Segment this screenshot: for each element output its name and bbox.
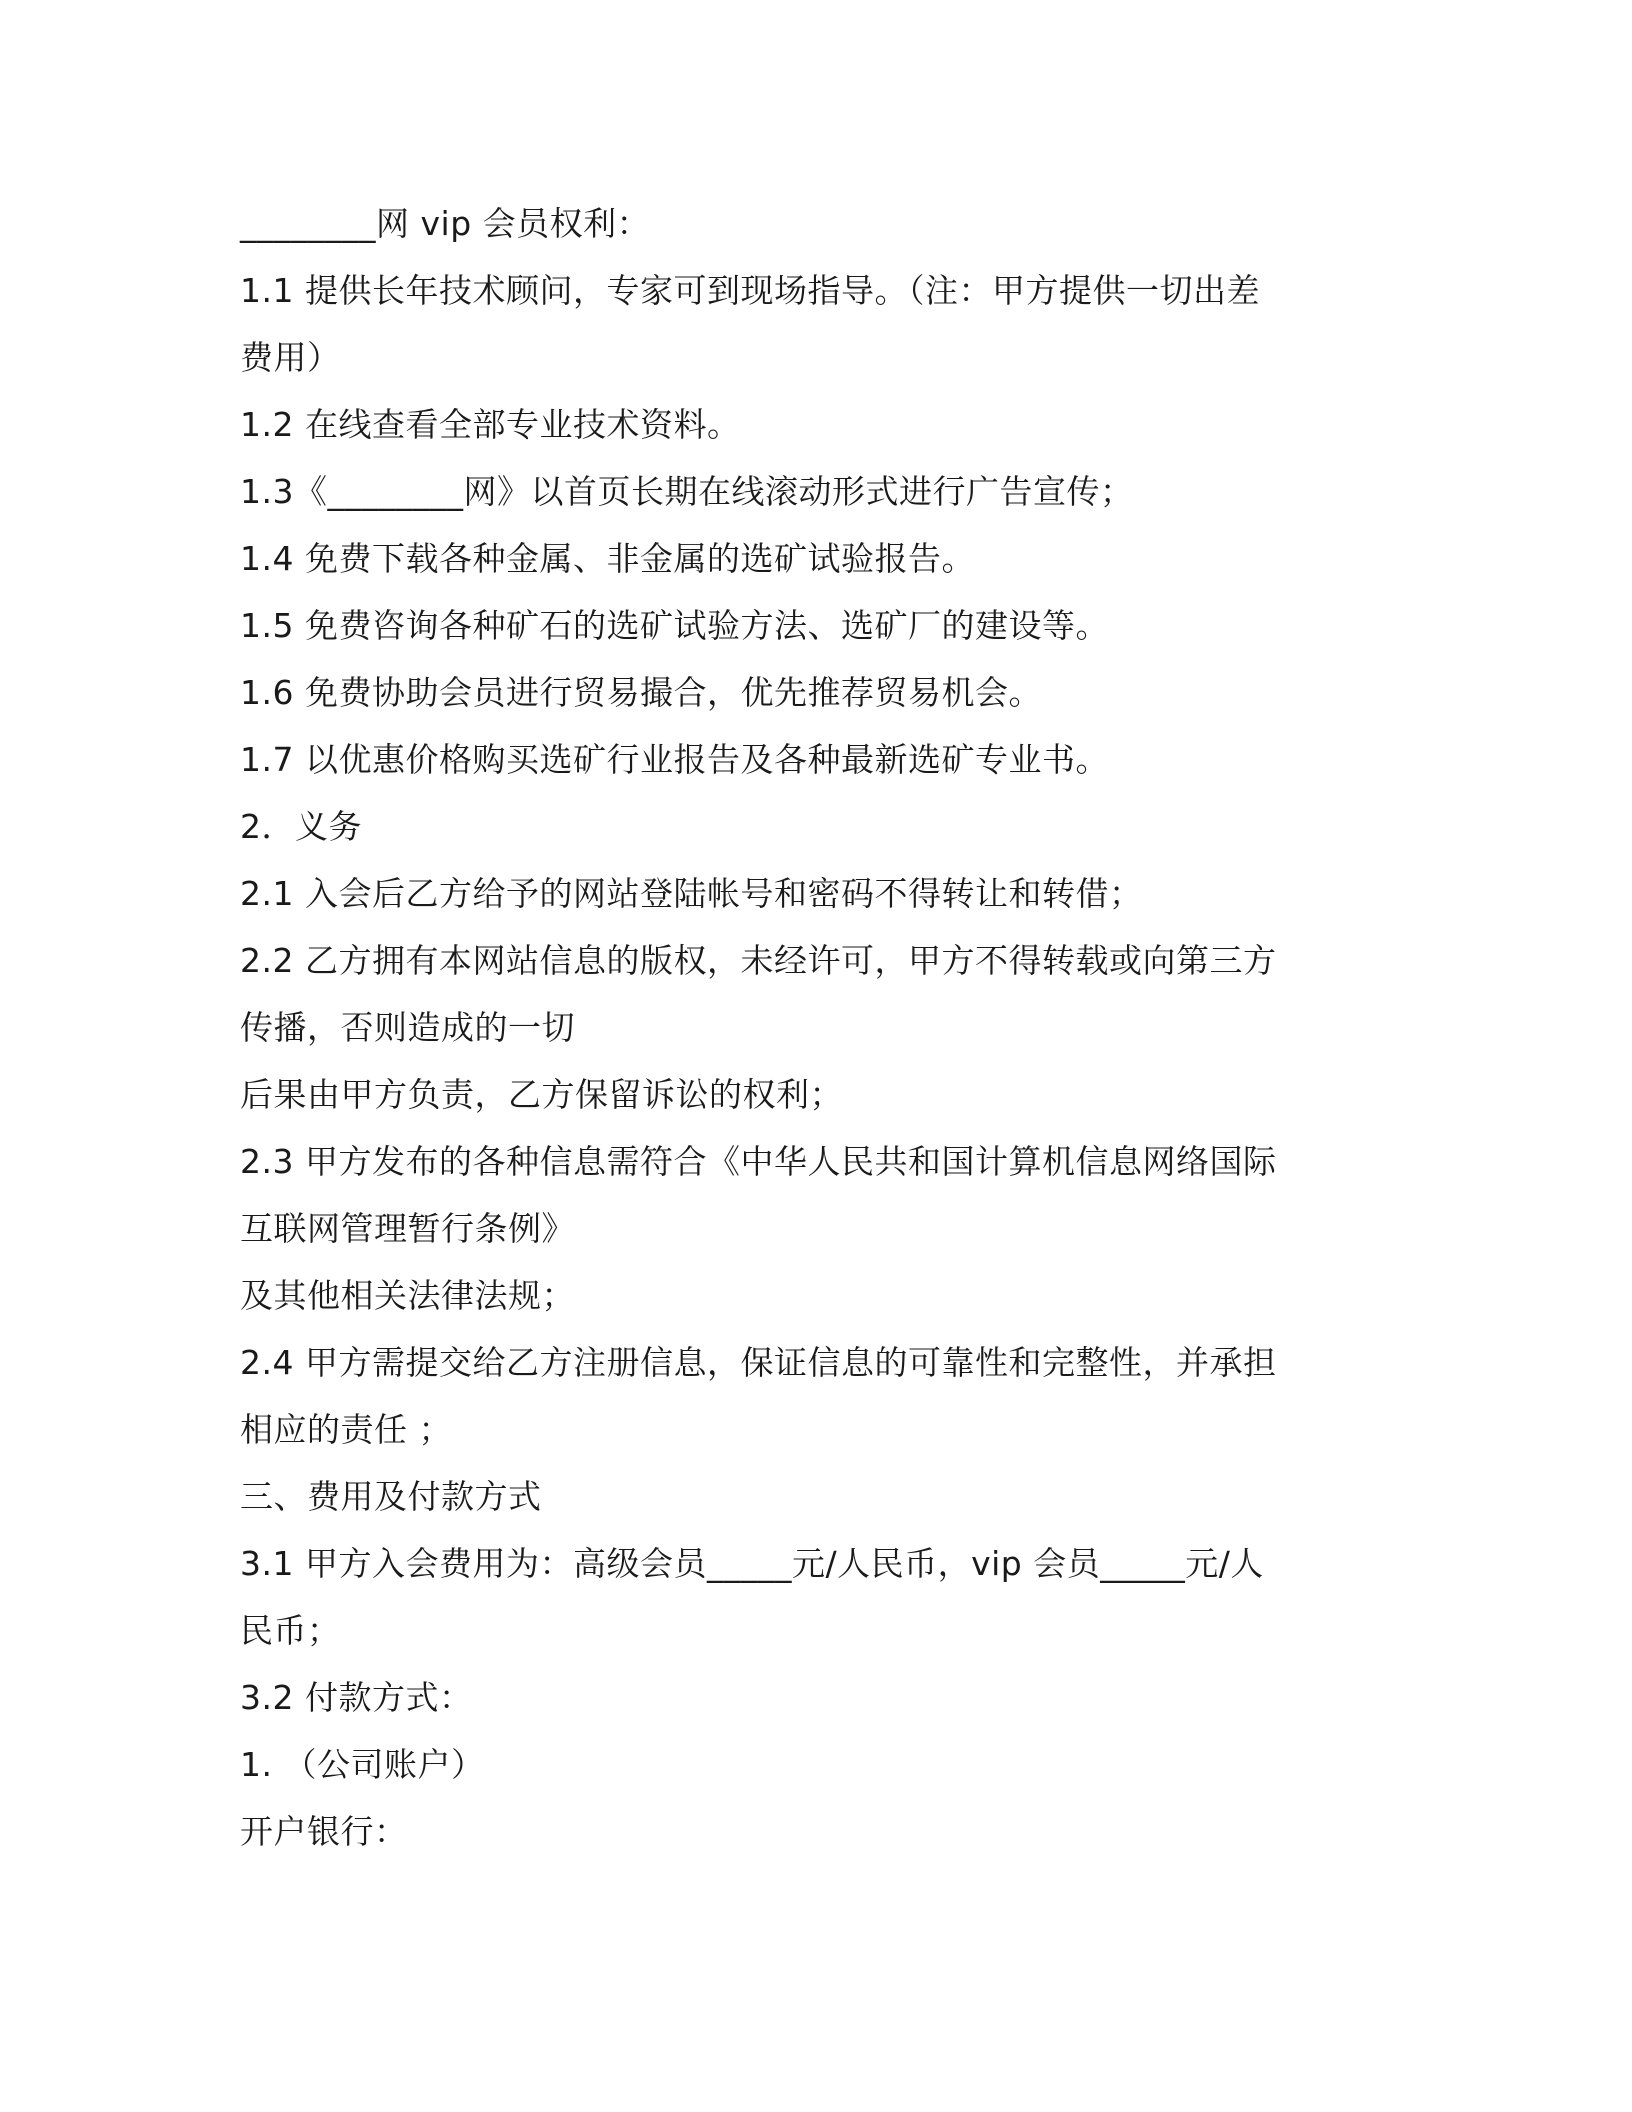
clause-1-2: 1.2 在线查看全部专业技术资料。 xyxy=(240,405,741,444)
clause-2-2: 2.2 乙方拥有本网站信息的版权，未经许可，甲方不得转载或向第三方 xyxy=(240,941,1277,980)
bank-label: 开户银行： xyxy=(240,1812,408,1851)
clause-1-5: 1.5 免费咨询各种矿石的选矿试验方法、选矿厂的建设等。 xyxy=(240,606,1109,645)
section-2-heading: 2．义务 xyxy=(240,807,362,846)
clause-2-2-continued: 传播，否则造成的一切 xyxy=(240,1008,575,1047)
clause-2-2-continued-2: 后果由甲方负责，乙方保留诉讼的权利； xyxy=(240,1075,843,1114)
clause-3-1-continued: 民币； xyxy=(240,1611,341,1650)
clause-3-2: 3.2 付款方式： xyxy=(240,1678,473,1717)
heading-vip-rights: ________网 vip 会员权利： xyxy=(240,204,651,243)
clause-2-4: 2.4 甲方需提交给乙方注册信息，保证信息的可靠性和完整性，并承担 xyxy=(240,1343,1277,1382)
section-3-heading: 三、费用及付款方式 xyxy=(240,1477,542,1516)
clause-2-3: 2.3 甲方发布的各种信息需符合《中华人民共和国计算机信息网络国际 xyxy=(240,1142,1277,1181)
clause-1-4: 1.4 免费下载各种金属、非金属的选矿试验报告。 xyxy=(240,539,975,578)
clause-1-3: 1.3《________网》以首页长期在线滚动形式进行广告宣传； xyxy=(240,472,1134,511)
document-body xyxy=(240,190,1390,1865)
clause-2-4-continued: 相应的责任 ； xyxy=(240,1410,452,1449)
clause-3-1: 3.1 甲方入会费用为：高级会员_____元/人民币，vip 会员_____元/人 xyxy=(240,1544,1264,1583)
clause-2-1: 2.1 入会后乙方给予的网站登陆帐号和密码不得转让和转借； xyxy=(240,874,1143,913)
clause-1-7: 1.7 以优惠价格购买选矿行业报告及各种最新选矿专业书。 xyxy=(240,740,1109,779)
clause-1-1-continued: 费用） xyxy=(240,338,341,377)
clause-1-6: 1.6 免费协助会员进行贸易撮合，优先推荐贸易机会。 xyxy=(240,673,1042,712)
clause-2-3-continued: 互联网管理暂行条例》 xyxy=(240,1209,575,1248)
clause-2-3-continued-2: 及其他相关法律法规； xyxy=(240,1276,575,1315)
clause-1-1: 1.1 提供长年技术顾问，专家可到现场指导。（注：甲方提供一切出差 xyxy=(240,271,1260,310)
payment-item-1: 1. （公司账户） xyxy=(240,1745,485,1784)
